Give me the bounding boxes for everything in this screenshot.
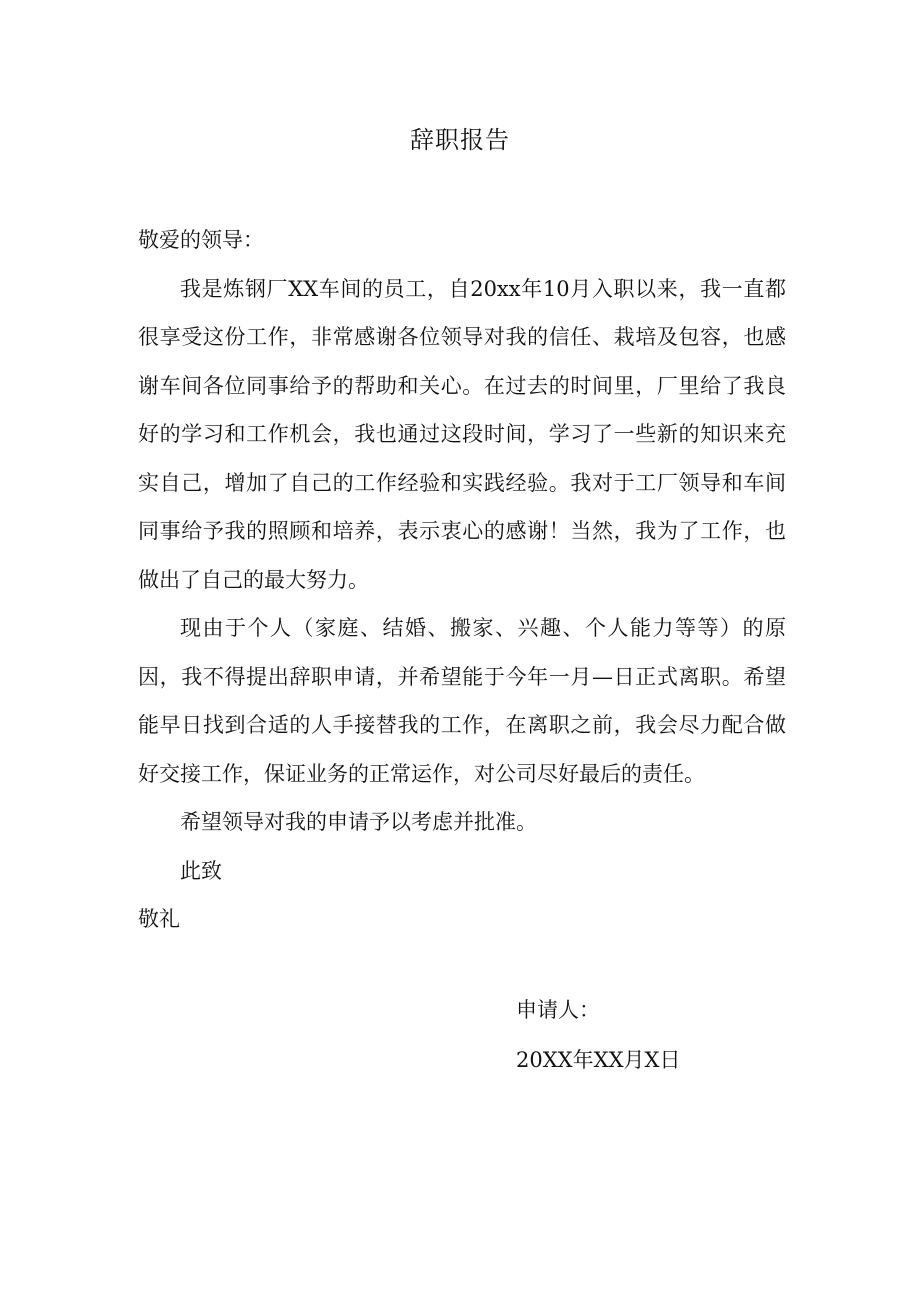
signature-block [516, 985, 680, 1085]
paragraph-1: 我是炼钢厂XX车间的员工，自20xx年10月入职以来，我一直都很享受这份工作，非常感谢各位领导对我的信任、栽培及包容，也感谢车间各位同事给予的帮助和关心。在过去的时间里，厂里给了我良好的学习和工作机会，我也通过这段时间，学习了一些新的知识来充实自己，增加了自己的工作经验和实践经验。我对于工厂领导和车间同事给予我的照顾和培养，表示衷心的感谢！当然，我为了工作，也做出了自己的最大努力。 [138, 276, 786, 592]
paragraph-2: 现由于个人（家庭、结婚、搬家、兴趣、个人能力等等）的原因，我不得提出辞职申请，并希望能于今年一月—日正式离职。希望能早日找到合适的人手接替我的工作，在离职之前，我会尽力配合做好交接工作，保证业务的正常运作，对公司尽好最后的责任。 [138, 616, 786, 786]
paragraph-3: 希望领导对我的申请予以考虑并批准。 [180, 810, 537, 834]
letter-body [138, 216, 786, 944]
salutation: 敬爱的领导： [138, 228, 264, 252]
signature-date: 20XX年XX月X日 [516, 1048, 681, 1072]
closing-line-2: 敬礼 [138, 907, 180, 931]
document-title: 辞职报告 [410, 126, 510, 154]
applicant-label: 申请人： [516, 998, 600, 1022]
closing-line-1: 此致 [180, 858, 222, 883]
